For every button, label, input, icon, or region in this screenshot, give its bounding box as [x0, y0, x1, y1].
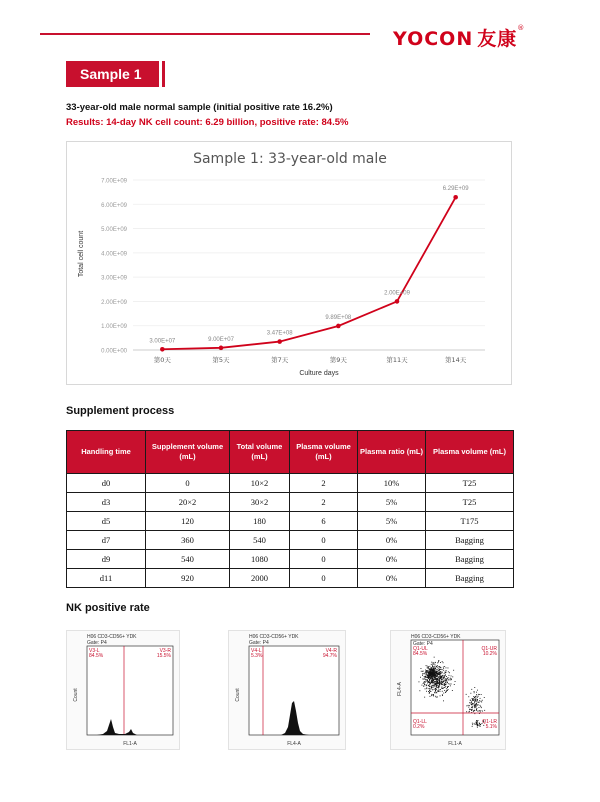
gate-left-name: V4-L	[251, 648, 262, 654]
table-cell: d9	[67, 550, 146, 569]
plot-header: H06 CD3-CD56+ YDK	[249, 634, 299, 640]
plot-header: H06 CD3-CD56+ YDK	[411, 634, 461, 640]
table-cell: 0%	[358, 550, 426, 569]
x-tick-label: 第5天	[212, 356, 230, 364]
y-tick-label: 6.00E+09	[101, 202, 127, 209]
growth-chart-svg	[67, 142, 513, 386]
x-tick-label: 第7天	[271, 356, 289, 364]
flow-histogram-2	[228, 630, 346, 750]
quad-lr-pct: 5.1%	[485, 724, 497, 730]
plot-gate: Gate: P4	[87, 640, 107, 646]
data-point	[395, 299, 400, 304]
data-label: 9.00E+07	[208, 336, 234, 343]
table-row	[67, 512, 514, 531]
quad-ul-name: Q1-UL	[413, 646, 428, 652]
th-total-volume: Total volume (mL)	[230, 431, 290, 474]
table-row	[67, 493, 514, 512]
table-cell: d3	[67, 493, 146, 512]
y-axis-label: Count	[235, 688, 241, 702]
quad-ur-name: Q1-UR	[481, 646, 497, 652]
th-plasma-volume: Plasma volume (mL)	[290, 431, 358, 474]
x-tick-label: 第11天	[386, 356, 408, 364]
table-cell: T25	[426, 474, 514, 493]
table-cell: 5%	[358, 512, 426, 531]
data-point	[336, 324, 341, 329]
th-supplement-volume: Supplement volume (mL)	[146, 431, 230, 474]
y-tick-label: 4.00E+09	[101, 251, 127, 258]
y-axis-label: FL4-A	[397, 682, 403, 696]
table-cell: d0	[67, 474, 146, 493]
nk-title: NK positive rate	[66, 602, 150, 614]
quad-ll-pct: 0.2%	[413, 724, 425, 730]
table-cell: 540	[230, 531, 290, 550]
table-cell: 0	[290, 569, 358, 588]
brand-logo	[393, 24, 525, 51]
data-label: 6.29E+09	[442, 186, 469, 193]
table-cell: 2	[290, 474, 358, 493]
gate-left-pct: 5.3%	[251, 653, 263, 659]
quad-ll-name: Q1-LL	[413, 719, 427, 725]
plot-gate: Gate: P4	[249, 640, 269, 646]
table-cell: 6	[290, 512, 358, 531]
gate-right-pct: 15.5%	[156, 653, 171, 659]
table-cell: 5%	[358, 493, 426, 512]
sample-tag: Sample 1	[66, 61, 159, 87]
table-row	[67, 474, 514, 493]
chart-title: Sample 1: 33-year-old male	[193, 151, 387, 167]
table-cell: 0	[290, 550, 358, 569]
sample-results: Results: 14-day NK cell count: 6.29 billion, positive rate: 84.5%	[66, 117, 349, 128]
data-label: 3.47E+08	[266, 330, 293, 337]
gate-right-pct: 94.7%	[322, 653, 337, 659]
header-rule	[40, 33, 370, 35]
plot-gate: Gate: P4	[413, 641, 433, 647]
quad-lr-name: Q1-LR	[482, 719, 497, 725]
gate-right-name: V3-R	[159, 648, 171, 654]
data-point	[219, 346, 224, 351]
table-cell: 180	[230, 512, 290, 531]
quad-ul-pct: 84.5%	[413, 651, 428, 657]
table-cell: d5	[67, 512, 146, 531]
table-cell: Bagging	[426, 531, 514, 550]
data-point	[277, 339, 282, 344]
y-tick-label: 0.00E+00	[101, 348, 127, 355]
x-tick-label: 第0天	[153, 356, 171, 364]
gate-left-name: V3-L	[89, 648, 100, 654]
th-handling-time: Handling time	[67, 431, 146, 474]
table-cell: 30×2	[230, 493, 290, 512]
x-axis-label: FL1-A	[448, 741, 462, 747]
quad-ur-pct: 10.2%	[482, 651, 497, 657]
table-cell: 2000	[230, 569, 290, 588]
table-cell: 10%	[358, 474, 426, 493]
table-row	[67, 550, 514, 569]
table-cell: 0	[290, 531, 358, 550]
table-cell: 0%	[358, 531, 426, 550]
data-label: 3.00E+07	[149, 338, 176, 345]
data-point	[453, 195, 458, 200]
sample-subtitle: 33-year-old male normal sample (initial positive rate 16.2%)	[66, 102, 333, 113]
brand-latin: YOCON	[393, 28, 474, 50]
y-tick-label: 7.00E+09	[101, 178, 127, 185]
table-cell: T175	[426, 512, 514, 531]
table-cell: 10×2	[230, 474, 290, 493]
data-label: 9.89E+08	[325, 314, 352, 321]
data-point	[160, 347, 165, 352]
table-cell: Bagging	[426, 569, 514, 588]
table-cell: 0%	[358, 569, 426, 588]
table-cell: T25	[426, 493, 514, 512]
table-cell: 20×2	[146, 493, 230, 512]
chart-ylabel: Total cell count	[78, 230, 85, 278]
th-plasma-ratio: Plasma ratio (mL)	[358, 431, 426, 474]
table-row	[67, 569, 514, 588]
supplement-title: Supplement process	[66, 405, 175, 417]
table-cell: 2	[290, 493, 358, 512]
table-row	[67, 531, 514, 550]
series-line	[162, 197, 455, 349]
table-cell: 120	[146, 512, 230, 531]
data-label: 2.00E+09	[384, 290, 410, 297]
brand-cn: 友康	[477, 28, 518, 50]
plot-header: H06 CD3-CD56+ YDK	[87, 634, 137, 640]
brand-registered: ®	[517, 24, 526, 32]
sample-tag-bar	[162, 61, 165, 87]
growth-chart	[66, 141, 512, 385]
table-cell: d7	[67, 531, 146, 550]
flow-histogram-1	[66, 630, 180, 750]
flow-dotplot	[390, 630, 506, 750]
table-cell: 0	[146, 474, 230, 493]
table-cell: 920	[146, 569, 230, 588]
y-axis-label: Count	[73, 688, 79, 702]
x-tick-label: 第14天	[445, 356, 467, 364]
gate-right-name: V4-R	[325, 648, 337, 654]
table-cell: 1080	[230, 550, 290, 569]
x-axis-label: FL4-A	[287, 741, 301, 747]
x-tick-label: 第9天	[329, 356, 347, 364]
y-tick-label: 2.00E+09	[101, 299, 127, 306]
th-plasma-volume-2: Plasma volume (mL)	[426, 431, 514, 474]
y-tick-label: 1.00E+09	[101, 324, 127, 331]
y-tick-label: 3.00E+09	[101, 275, 127, 282]
chart-xlabel: Culture days	[299, 370, 339, 377]
table-cell: d11	[67, 569, 146, 588]
supplement-table	[66, 430, 514, 588]
table-cell: 540	[146, 550, 230, 569]
x-axis-label: FL1-A	[123, 741, 137, 747]
table-cell: Bagging	[426, 550, 514, 569]
gate-left-pct: 84.5%	[89, 653, 104, 659]
table-cell: 360	[146, 531, 230, 550]
y-tick-label: 5.00E+09	[101, 227, 127, 234]
table-header-row	[67, 431, 514, 474]
